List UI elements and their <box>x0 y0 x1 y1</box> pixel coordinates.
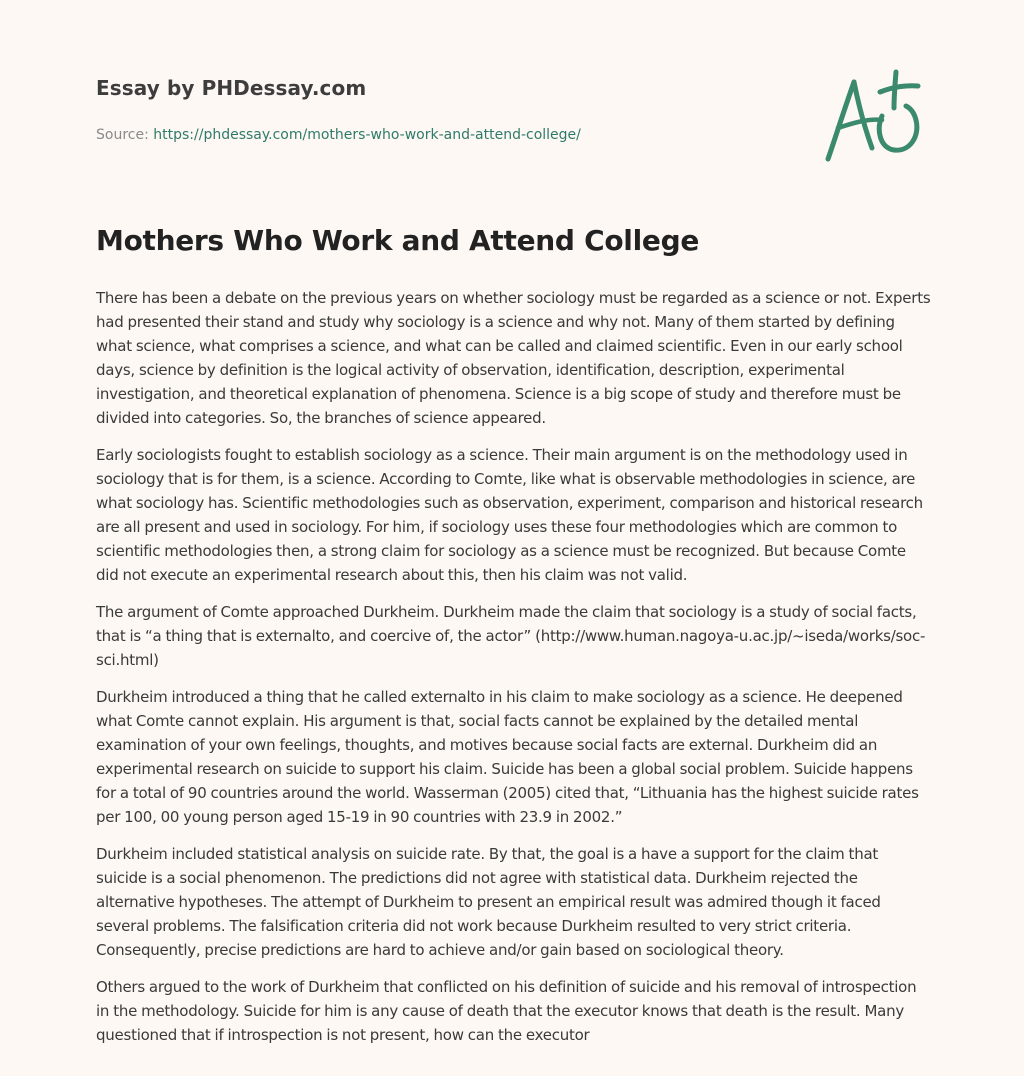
site-title: Essay by PHDessay.com <box>96 76 367 100</box>
essay-paragraph: There has been a debate on the previous years on whether sociology must be regarded as a science or not. Experts had presented their stand and study why sociology is a science and why not. Many of them started by defining what science, what comprises a science, and what can be called and claimed scientific. Even in our early school days, science by definition is the logical activity of observation, identification, description, experimental investigation, and theoretical explanation of phenomena. Science is a big scope of study and therefore must be divided into categories. So, the branches of science appeared. <box>96 289 931 427</box>
essay-paragraph: Others argued to the work of Durkheim that conflicted on his definition of suicide and his removal of introspection in the methodology. Suicide for him is any cause of death that the executor knows that death is the result. Many questioned that if introspection is not present, how can the executor <box>96 978 917 1044</box>
a-plus-logo-icon <box>820 64 928 168</box>
source-label: Source: <box>96 127 149 143</box>
page-header <box>96 76 736 143</box>
source-link[interactable]: https://phdessay.com/mothers-who-work-and-attend-college/ <box>153 127 581 143</box>
essay-title: Mothers Who Work and Attend College <box>96 224 700 257</box>
essay-body <box>96 286 932 1060</box>
essay-paragraph: Early sociologists fought to establish sociology as a science. Their main argument is on the methodology used in sociology that is for them, is a science. According to Comte, like what is observable methodologies in science, are what sociology has. Scientific methodologies such as observation, experiment, comparison and historical research are all present and used in sociology. For him, if sociology uses these four methodologies which are common to scientific methodologies then, a strong claim for sociology as a science must be recognized. But because Comte did not execute an experimental research about this, then his claim was not valid. <box>96 446 923 584</box>
source-line <box>96 127 736 143</box>
essay-paragraph: The argument of Comte approached Durkheim. Durkheim made the claim that sociology is a study of social facts, that is “a thing that is externalto, and coercive of, the actor” (http://www.human.nagoya-u.ac.jp/~iseda/works/soc-sci.html) <box>96 603 926 669</box>
essay-paragraph: Durkheim introduced a thing that he called externalto in his claim to make sociology as a science. He deepened what Comte cannot explain. His argument is that, social facts cannot be explained by the detailed mental examination of your own feelings, thoughts, and motives because social facts are external. Durkheim did an experimental research on suicide to support his claim. Suicide has been a global social problem. Suicide happens for a total of 90 countries around the world. Wasserman (2005) cited that, “Lithuania has the highest suicide rates per 100, 00 young person aged 15-19 in 90 countries with 23.9 in 2002.” <box>96 688 919 826</box>
essay-paragraph: Durkheim included statistical analysis on suicide rate. By that, the goal is a have a support for the claim that suicide is a social phenomenon. The predictions did not agree with statistical data. Durkheim rejected the alternative hypotheses. The attempt of Durkheim to present an empirical result was admired though it faced several problems. The falsification criteria did not work because Durkheim resulted to very strict criteria. Consequently, precise predictions are hard to achieve and/or gain based on sociological theory. <box>96 845 881 959</box>
